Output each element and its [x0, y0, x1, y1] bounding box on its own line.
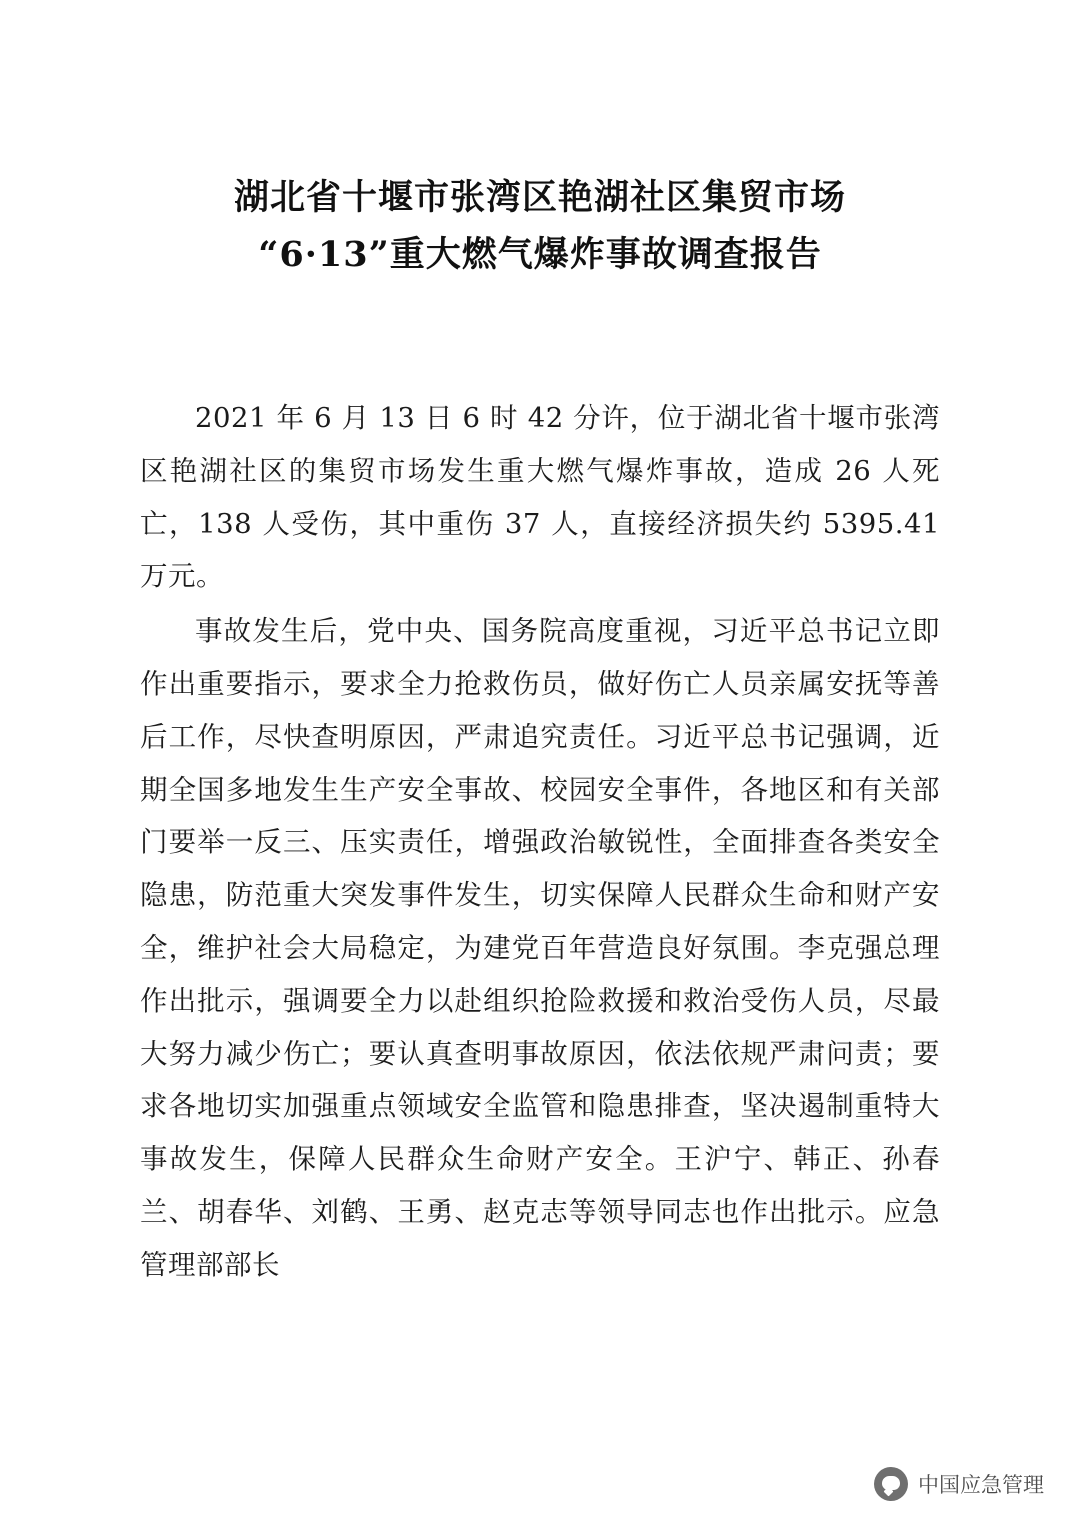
page-title-line-1: 湖北省十堰市张湾区艳湖社区集贸市场 — [233, 177, 846, 218]
document-body — [140, 392, 940, 1294]
page-title-line-2: “6·13”重大燃气爆炸事故调查报告 — [258, 233, 822, 275]
page-title — [120, 170, 960, 283]
source-badge-label: 中国应急管理 — [918, 1473, 1044, 1497]
megaphone-logo-icon — [874, 1467, 908, 1501]
source-badge — [874, 1467, 1044, 1501]
paragraph-1: 2021 年 6 月 13 日 6 时 42 分许，位于湖北省十堰市张湾区艳湖社区的集贸市场发生重大燃气爆炸事故，造成 26 人死亡，138 人受伤，其中重伤 37 人，直接经济损失约 5395.41 万元。 — [140, 402, 940, 593]
paragraph-2: 事故发生后，党中央、国务院高度重视，习近平总书记立即作出重要指示，要求全力抢救伤员，做好伤亡人员亲属安抚等善后工作，尽快查明原因，严肃追究责任。习近平总书记强调，近期全国多地发生生产安全事故、校园安全事件，各地区和有关部门要举一反三、压实责任，增强政治敏锐性，全面排查各类安全隐患，防范重大突发事件发生，切实保障人民群众生命和财产安全，维护社会大局稳定，为建党百年营造良好氛围。李克强总理作出批示，强调要全力以赴组织抢险救援和救治受伤人员，尽最大努力减少伤亡；要认真查明事故原因，依法依规严肃问责；要求各地切实加强重点领域安全监管和隐患排查，坚决遏制重特大事故发生，保障人民群众生命财产安全。王沪宁、韩正、孙春兰、胡春华、刘鹤、王勇、赵克志等领导同志也作出批示。应急管理部部长 — [140, 615, 940, 1281]
